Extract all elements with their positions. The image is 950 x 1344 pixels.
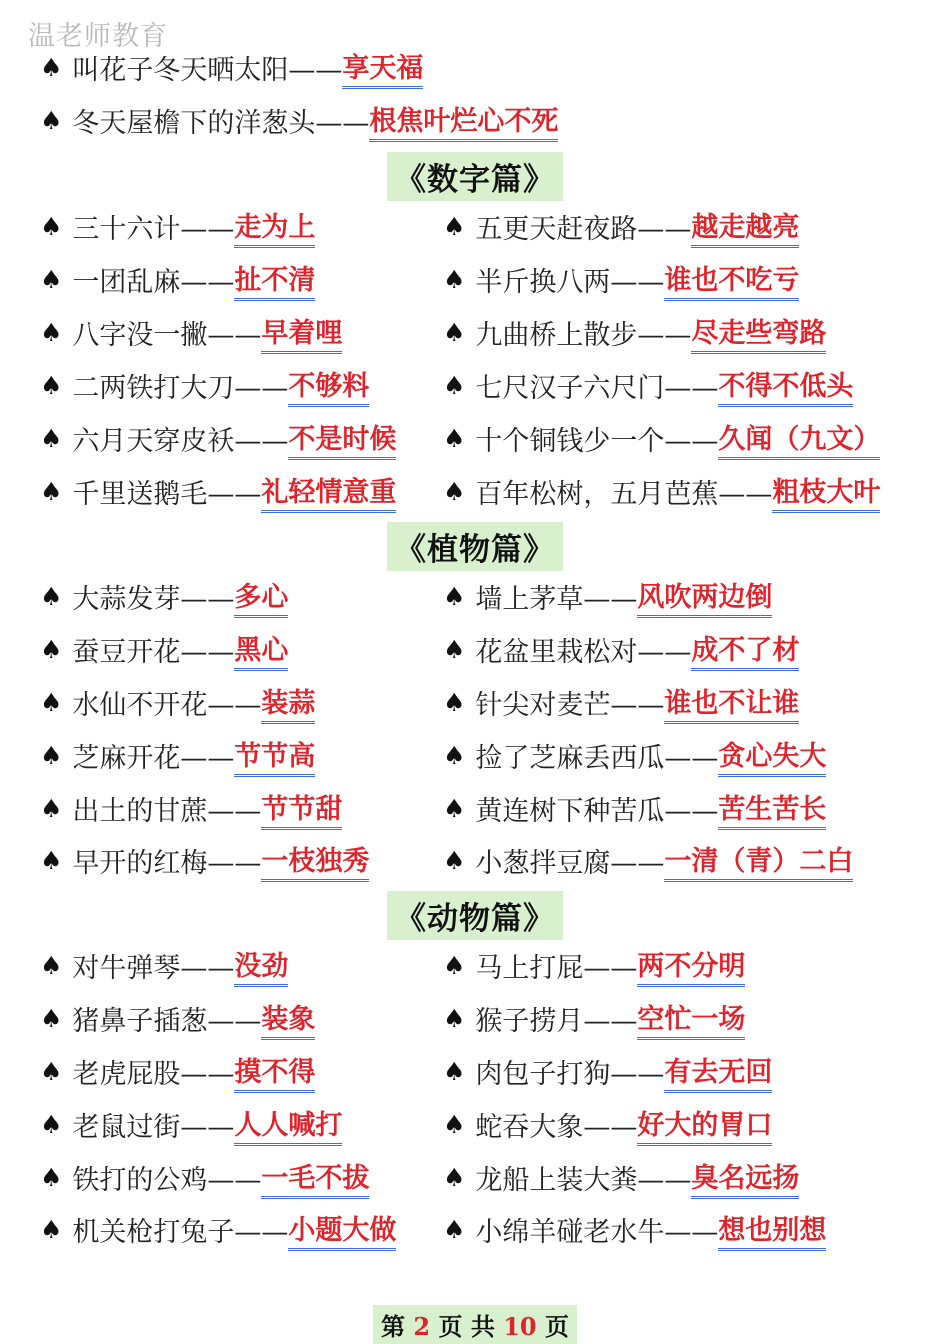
spade-icon: ♠ [40, 476, 63, 506]
list-item [443, 840, 853, 880]
spade-icon: ♠ [40, 264, 63, 294]
riddle-answer: 有去无回 [664, 1050, 772, 1093]
list-item [443, 471, 880, 511]
section-title: 《动物篇》 [387, 891, 563, 940]
riddle-answer: 装蒜 [261, 681, 315, 724]
riddle-answer: 成不了材 [691, 628, 799, 671]
list-item [443, 629, 799, 669]
riddle-text: 九曲桥上散步—— [475, 319, 692, 351]
riddle-answer: 空忙一场 [637, 997, 745, 1040]
list-item [40, 206, 315, 246]
riddle-text: 猪鼻子插葱—— [72, 1005, 262, 1037]
page-prefix: 第 [381, 1312, 414, 1341]
riddle-answer: 摸不得 [234, 1050, 315, 1093]
riddle-answer: 尽走些弯路 [691, 311, 826, 354]
riddle-text: 蛇吞大象—— [475, 1111, 638, 1143]
list-item [40, 471, 396, 511]
spade-icon: ♠ [40, 52, 63, 82]
riddle-text: 出土的甘蔗—— [72, 795, 262, 827]
watermark: 温老师教育 [28, 21, 168, 52]
total-pages: 10 [503, 1312, 537, 1341]
riddle-answer: 黑心 [234, 628, 288, 671]
spade-icon: ♠ [40, 687, 63, 717]
riddle-answer: 小题大做 [288, 1208, 396, 1251]
riddle-text: 龙船上装大粪—— [475, 1164, 692, 1196]
riddle-text: 八字没一撇—— [72, 319, 262, 351]
section-heading-numbers [0, 152, 950, 201]
list-item [443, 788, 826, 828]
list-item [443, 1051, 772, 1091]
spade-icon: ♠ [443, 740, 466, 770]
riddle-text: 一团乱麻—— [72, 266, 235, 298]
riddle-answer: 不是时候 [288, 417, 396, 460]
spade-icon: ♠ [443, 581, 466, 611]
list-item [443, 945, 745, 985]
riddle-answer: 装象 [261, 997, 315, 1040]
spade-icon: ♠ [40, 423, 63, 453]
riddle-text: 十个铜钱少一个—— [475, 425, 719, 457]
spade-icon: ♠ [40, 581, 63, 611]
riddle-text: 大蒜发芽—— [72, 583, 235, 615]
list-item [443, 576, 772, 616]
list-item [443, 312, 826, 352]
riddle-answer: 一清（青）二白 [664, 839, 853, 882]
spade-icon: ♠ [443, 950, 466, 980]
spade-icon: ♠ [40, 740, 63, 770]
spade-icon: ♠ [40, 1003, 63, 1033]
list-item [40, 1104, 342, 1144]
spade-icon: ♠ [40, 1056, 63, 1086]
riddle-answer: 节节甜 [261, 787, 342, 830]
riddle-text: 小葱拌豆腐—— [475, 847, 665, 879]
spade-icon: ♠ [443, 1214, 466, 1244]
riddle-answer: 节节高 [234, 734, 315, 777]
list-item [443, 365, 853, 405]
list-item [443, 1104, 772, 1144]
riddle-answer: 多心 [234, 575, 288, 618]
spade-icon: ♠ [443, 845, 466, 875]
list-item [40, 1051, 315, 1091]
list-item [443, 735, 826, 775]
page-mid: 页 共 [430, 1312, 504, 1341]
riddle-text: 千里送鹅毛—— [72, 478, 262, 510]
section-heading-plants [0, 522, 950, 571]
riddle-text: 七尺汉子六尺门—— [475, 372, 719, 404]
riddle-answer: 一毛不拔 [261, 1156, 369, 1199]
list-item [40, 312, 342, 352]
riddle-text: 机关枪打兔子—— [72, 1216, 289, 1248]
riddle-text: 叫花子冬天晒太阳—— [72, 54, 343, 86]
list-item [40, 1157, 369, 1197]
spade-icon: ♠ [443, 1162, 466, 1192]
riddle-text: 铁打的公鸡—— [72, 1164, 262, 1196]
list-item [40, 629, 288, 669]
riddle-text: 冬天屋檐下的洋葱头—— [72, 107, 370, 139]
spade-icon: ♠ [443, 687, 466, 717]
riddle-answer: 一枝独秀 [261, 839, 369, 882]
spade-icon: ♠ [40, 317, 63, 347]
spade-icon: ♠ [40, 1109, 63, 1139]
riddle-text: 马上打屁—— [475, 952, 638, 984]
list-item [40, 576, 288, 616]
riddle-answer: 两不分明 [637, 944, 745, 987]
riddle-text: 芝麻开花—— [72, 742, 235, 774]
riddle-answer: 谁也不让谁 [664, 681, 799, 724]
list-item [40, 788, 342, 828]
list-item [40, 945, 288, 985]
riddle-text: 早开的红梅—— [72, 847, 262, 879]
spade-icon: ♠ [40, 1162, 63, 1192]
list-item [40, 682, 315, 722]
riddle-text: 老虎屁股—— [72, 1058, 235, 1090]
riddle-text: 半斤换八两—— [475, 266, 665, 298]
list-item [40, 735, 315, 775]
riddle-answer: 早着哩 [261, 311, 342, 354]
riddle-answer: 风吹两边倒 [637, 575, 772, 618]
list-item [443, 418, 880, 458]
spade-icon: ♠ [443, 634, 466, 664]
riddle-text: 针尖对麦芒—— [475, 689, 665, 721]
page-indicator [373, 1305, 577, 1344]
riddle-text: 三十六计—— [72, 213, 235, 245]
riddle-text: 二两铁打大刀—— [72, 372, 289, 404]
spade-icon: ♠ [40, 105, 63, 135]
list-item [443, 682, 799, 722]
riddle-answer: 扯不清 [234, 258, 315, 301]
riddle-text: 五更天赶夜路—— [475, 213, 692, 245]
riddle-answer: 没劲 [234, 944, 288, 987]
list-item [40, 47, 423, 87]
riddle-text: 百年松树，五月芭蕉—— [475, 478, 773, 510]
riddle-text: 肉包子打狗—— [475, 1058, 665, 1090]
riddle-answer: 贪心失大 [718, 734, 826, 777]
spade-icon: ♠ [40, 634, 63, 664]
riddle-text: 花盆里栽松对—— [475, 636, 692, 668]
spade-icon: ♠ [443, 1056, 466, 1086]
spade-icon: ♠ [443, 211, 466, 241]
list-item [40, 418, 396, 458]
list-item [40, 998, 315, 1038]
current-page: 2 [413, 1312, 431, 1341]
riddle-answer: 谁也不吃亏 [664, 258, 799, 301]
spade-icon: ♠ [40, 211, 63, 241]
list-item [40, 1209, 396, 1249]
riddle-text: 老鼠过街—— [72, 1111, 235, 1143]
riddle-answer: 久闻（九文） [718, 417, 880, 460]
riddle-answer: 走为上 [234, 205, 315, 248]
list-item [443, 206, 799, 246]
riddle-answer: 粗枝大叶 [772, 470, 880, 513]
riddle-answer: 享天福 [342, 46, 423, 89]
riddle-answer: 苦生苦长 [718, 787, 826, 830]
riddle-answer: 臭名远扬 [691, 1156, 799, 1199]
riddle-answer: 礼轻情意重 [261, 470, 396, 513]
riddle-text: 水仙不开花—— [72, 689, 262, 721]
riddle-answer: 想也别想 [718, 1208, 826, 1251]
riddle-text: 猴子捞月—— [475, 1005, 638, 1037]
riddle-text: 蚕豆开花—— [72, 636, 235, 668]
riddle-text: 对牛弹琴—— [72, 952, 235, 984]
list-item [40, 100, 558, 140]
spade-icon: ♠ [443, 264, 466, 294]
page-suffix: 页 [536, 1312, 569, 1341]
list-item [443, 998, 745, 1038]
riddle-text: 六月天穿皮袄—— [72, 425, 289, 457]
spade-icon: ♠ [443, 476, 466, 506]
spade-icon: ♠ [443, 1109, 466, 1139]
spade-icon: ♠ [443, 370, 466, 400]
riddle-answer: 好大的胃口 [637, 1103, 772, 1146]
list-item [443, 1157, 799, 1197]
list-item [40, 259, 315, 299]
spade-icon: ♠ [40, 950, 63, 980]
riddle-answer: 根焦叶烂心不死 [369, 99, 558, 142]
riddle-answer: 不够料 [288, 364, 369, 407]
list-item [443, 259, 799, 299]
spade-icon: ♠ [40, 845, 63, 875]
spade-icon: ♠ [443, 793, 466, 823]
riddle-answer: 人人喊打 [234, 1103, 342, 1146]
spade-icon: ♠ [443, 1003, 466, 1033]
riddle-text: 小绵羊碰老水牛—— [475, 1216, 719, 1248]
spade-icon: ♠ [443, 423, 466, 453]
page-footer [0, 1305, 950, 1344]
list-item [40, 840, 369, 880]
riddle-answer: 越走越亮 [691, 205, 799, 248]
riddle-answer: 不得不低头 [718, 364, 853, 407]
riddle-text: 黄连树下种苦瓜—— [475, 795, 719, 827]
list-item [443, 1209, 826, 1249]
section-title: 《植物篇》 [387, 522, 563, 571]
spade-icon: ♠ [40, 1214, 63, 1244]
spade-icon: ♠ [443, 317, 466, 347]
spade-icon: ♠ [40, 370, 63, 400]
list-item [40, 365, 369, 405]
riddle-text: 墙上茅草—— [475, 583, 638, 615]
section-title: 《数字篇》 [387, 152, 563, 201]
section-heading-animals [0, 891, 950, 940]
riddle-text: 捡了芝麻丢西瓜—— [475, 742, 719, 774]
spade-icon: ♠ [40, 793, 63, 823]
